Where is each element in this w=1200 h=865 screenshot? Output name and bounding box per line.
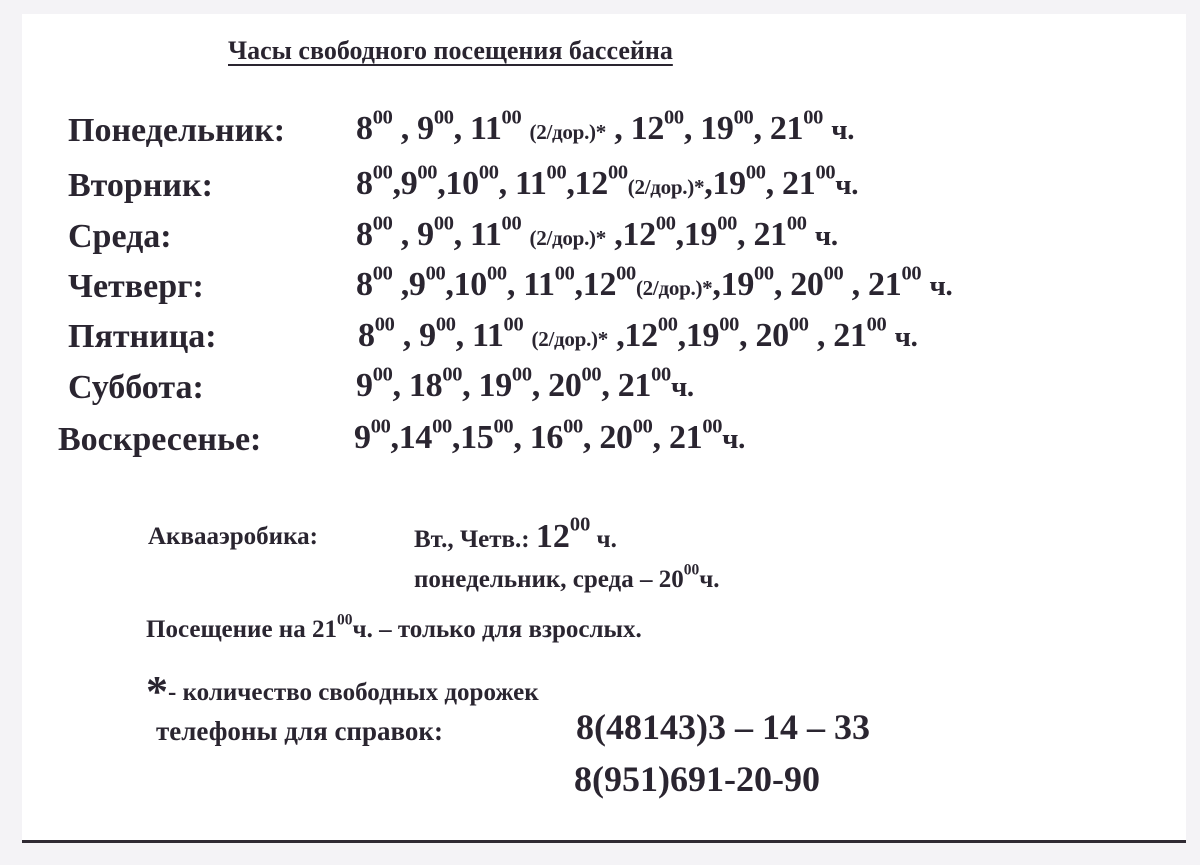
day-label-saturday: Суббота: (68, 369, 204, 406)
times-tuesday (356, 161, 859, 203)
lanes-note: (2/дор.)* (627, 175, 705, 199)
time-slot: $19^{00}$, (683, 212, 754, 253)
time-hour: 21 (782, 165, 816, 202)
time-minutes: 00 (803, 106, 824, 129)
time-hour: 11 (470, 110, 502, 147)
time-hour: 16 (529, 419, 564, 456)
time-slot: $19^{00}$, (700, 106, 770, 147)
time-slot: $11^{00}$, (523, 262, 583, 303)
time-hour: 9 (354, 419, 371, 456)
time-slot: $9^{00}$, (356, 363, 409, 404)
time-hour: 11 (523, 266, 555, 303)
time-hour: 11 (515, 165, 547, 202)
time-hour: 20 (599, 419, 633, 456)
aqua-time-minutes: 00 (569, 513, 591, 536)
time-minutes: 00 (372, 161, 393, 184)
times-sunday (354, 415, 746, 457)
time-hour: 19 (700, 110, 734, 147)
time-minutes: 00 (503, 313, 524, 336)
time-minutes: 00 (733, 106, 754, 129)
time-slot: $19^{00}$, (685, 313, 756, 354)
aqua-time-unit: ч. (596, 526, 617, 553)
time-minutes: 00 (432, 415, 452, 438)
time-hour: 20 (790, 266, 824, 303)
day-label-monday: Понедельник: (68, 112, 286, 149)
time-slot: $12^{00}(2/дор.)*$, (582, 262, 721, 303)
time-minutes: 00 (717, 212, 738, 235)
aqua-second-line-text: понедельник, среда – 20 (414, 566, 684, 593)
time-slot: $12^{00}(2/дор.)*$, (574, 161, 713, 202)
hour-unit: ч. (929, 270, 953, 302)
times-monday (356, 106, 855, 148)
time-hour: 11 (470, 216, 502, 253)
time-hour: 21 (668, 419, 703, 456)
time-hour: 21 (769, 110, 804, 147)
hour-unit: ч. (722, 423, 746, 455)
time-hour: 8 (356, 266, 373, 303)
time-minutes: 00 (433, 106, 454, 129)
time-hour: 9 (419, 317, 436, 354)
time-slot (868, 262, 953, 303)
times-friday (358, 313, 918, 355)
time-hour: 21 (833, 317, 867, 354)
time-slot: $11^{00}$ (2/дор.)* , (472, 313, 625, 354)
time-minutes: 00 (511, 363, 532, 386)
aqua-aerobics-second-line (414, 561, 720, 594)
time-hour: 9 (400, 165, 418, 202)
page-edge-line (22, 840, 1186, 843)
day-label-tuesday: Вторник: (68, 167, 213, 204)
time-slot: $12^{00}$, (624, 313, 686, 354)
hour-unit: ч. (814, 220, 838, 252)
time-minutes: 00 (664, 106, 684, 129)
hour-unit: ч. (835, 169, 859, 201)
time-slot (769, 106, 855, 147)
time-hour: 8 (358, 317, 375, 354)
time-slot: $8^{00}$ , (356, 212, 418, 253)
time-minutes: 00 (442, 363, 463, 386)
time-hour: 12 (622, 216, 656, 253)
time-hour: 19 (478, 367, 512, 404)
time-slot: $8^{00}$ , (356, 106, 418, 147)
time-minutes: 00 (823, 262, 844, 285)
time-slot (753, 212, 838, 253)
times-thursday (356, 262, 953, 304)
time-minutes: 00 (616, 262, 636, 285)
time-minutes: 00 (478, 161, 499, 184)
time-minutes: 00 (607, 161, 628, 184)
phone-number-1: 8(48143)3 – 14 – 33 (576, 707, 870, 747)
time-slot: $19^{00}$, (720, 262, 791, 303)
time-minutes: 00 (501, 212, 522, 235)
day-label-wednesday: Среда: (68, 218, 172, 255)
time-hour: 10 (445, 165, 479, 202)
time-hour: 21 (753, 216, 787, 253)
time-minutes: 00 (581, 363, 602, 386)
time-hour: 12 (574, 165, 608, 202)
time-hour: 9 (356, 367, 373, 404)
time-hour: 8 (356, 216, 373, 253)
time-minutes: 00 (433, 212, 454, 235)
time-minutes: 00 (702, 415, 723, 438)
time-slot: $9^{00}$, (354, 415, 399, 456)
time-slot: $11^{00}$, (515, 161, 575, 202)
time-minutes: 00 (417, 161, 438, 184)
time-minutes: 00 (745, 161, 766, 184)
time-slot: $11^{00}$ (2/дор.)* , (470, 212, 623, 253)
aqua-aerobics-label: Аквааэробика: (148, 523, 318, 550)
time-slot (668, 415, 746, 456)
time-minutes: 00 (372, 106, 393, 129)
time-hour: 10 (453, 266, 488, 303)
hour-unit: ч. (831, 114, 855, 146)
time-hour: 21 (868, 266, 902, 303)
time-slot (833, 313, 918, 354)
aqua-time-hour: 12 (535, 518, 570, 555)
lanes-note: (2/дор.)* (531, 327, 609, 351)
time-minutes: 00 (374, 313, 395, 336)
time-minutes: 00 (435, 313, 456, 336)
day-label-friday: Пятница: (68, 318, 217, 355)
time-slot: $19^{00}$, (712, 161, 783, 202)
time-slot: $9^{00}$, (400, 161, 446, 202)
time-slot: $10^{00}$, (453, 262, 524, 303)
adults-note-suffix: ч. – только для взрослых. (352, 616, 642, 643)
time-slot: $20^{00}$, (599, 415, 669, 456)
time-hour: 19 (683, 216, 718, 253)
hour-unit: ч. (670, 371, 694, 403)
day-label-thursday: Четверг: (68, 268, 204, 305)
time-hour: 8 (356, 165, 373, 202)
time-minutes: 00 (372, 363, 393, 386)
time-slot: $20^{00}$, (548, 363, 618, 404)
time-slot: $14^{00}$, (398, 415, 461, 456)
lanes-note: (2/дор.)* (529, 120, 607, 144)
hour-unit: ч. (894, 321, 918, 353)
time-slot: $20^{00}$ , (790, 262, 869, 303)
time-minutes: 00 (372, 262, 393, 285)
asterisk-symbol: * (146, 667, 168, 716)
time-minutes: 00 (546, 161, 567, 184)
page-title: Часы свободного посещения бассейна (228, 36, 673, 65)
time-slot: $19^{00}$, (478, 363, 549, 404)
time-slot: $15^{00}$, (460, 415, 530, 456)
lanes-legend-text: - количество свободных дорожек (168, 679, 539, 706)
adults-only-note (146, 611, 642, 644)
time-slot: $8^{00}$ , (356, 262, 409, 303)
times-wednesday (356, 212, 838, 254)
time-slot: $20^{00}$ , (755, 313, 834, 354)
time-minutes: 00 (788, 313, 809, 336)
time-minutes: 00 (866, 313, 887, 336)
time-minutes: 00 (651, 363, 671, 386)
time-hour: 12 (582, 266, 617, 303)
lanes-note: (2/дор.)* (529, 226, 607, 250)
time-hour: 20 (548, 367, 582, 404)
aqua-aerobics-days (414, 513, 617, 556)
time-minutes: 00 (901, 262, 922, 285)
aqua-second-line-unit: ч. (699, 566, 720, 593)
time-slot: $11^{00}$ (2/дор.)* , (470, 106, 631, 147)
phone-number-2: 8(951)691-20-90 (574, 759, 820, 799)
time-minutes: 00 (487, 262, 507, 285)
time-slot: $9^{00}$, (417, 212, 471, 253)
time-minutes: 00 (815, 161, 836, 184)
time-hour: 11 (472, 317, 504, 354)
time-minutes: 00 (425, 262, 446, 285)
time-minutes: 00 (493, 415, 514, 438)
phones-label: телефоны для справок: (156, 716, 443, 746)
time-hour: 14 (398, 419, 433, 456)
times-saturday (356, 363, 694, 405)
time-slot (617, 363, 694, 404)
time-slot: $9^{00}$, (417, 106, 471, 147)
time-hour: 8 (356, 110, 373, 147)
time-slot: $16^{00}$, (529, 415, 600, 456)
time-hour: 9 (408, 266, 426, 303)
time-hour: 19 (712, 165, 746, 202)
adults-note-prefix: Посещение на 21 (146, 616, 337, 643)
lanes-note: (2/дор.)* (635, 276, 713, 300)
time-slot: $18^{00}$, (408, 363, 479, 404)
time-hour: 12 (624, 317, 658, 354)
time-slot: $12^{00}$, (630, 106, 701, 147)
time-minutes: 00 (632, 415, 653, 438)
time-hour: 15 (460, 419, 494, 456)
time-hour: 21 (617, 367, 652, 404)
time-minutes: 00 (563, 415, 583, 438)
aqua-time (535, 513, 591, 555)
adults-note-minutes: 00 (336, 611, 353, 629)
time-minutes: 00 (501, 106, 522, 129)
time-hour: 9 (417, 216, 434, 253)
time-slot: $8^{00}$ , (358, 313, 420, 354)
time-minutes: 00 (554, 262, 575, 285)
time-minutes: 00 (370, 415, 391, 438)
time-slot: $12^{00}$, (622, 212, 684, 253)
time-slot: $9^{00}$, (408, 262, 454, 303)
time-hour: 9 (417, 110, 434, 147)
time-minutes: 00 (657, 313, 678, 336)
time-slot: $9^{00}$, (419, 313, 473, 354)
time-hour: 20 (755, 317, 789, 354)
lanes-legend (146, 660, 539, 716)
time-minutes: 00 (372, 212, 393, 235)
time-slot: $10^{00}$, (445, 161, 516, 202)
aqua-days-label: Вт., Четв.: (414, 526, 530, 553)
time-hour: 19 (720, 266, 755, 303)
time-slot (782, 161, 859, 202)
time-minutes: 00 (719, 313, 740, 336)
time-hour: 12 (630, 110, 665, 147)
time-hour: 19 (685, 317, 720, 354)
time-minutes: 00 (754, 262, 774, 285)
time-hour: 18 (408, 367, 443, 404)
time-minutes: 00 (786, 212, 807, 235)
time-slot: $8^{00}$, (356, 161, 401, 202)
aqua-second-line-minutes: 00 (683, 561, 700, 579)
time-minutes: 00 (655, 212, 676, 235)
day-label-sunday: Воскресенье: (58, 421, 262, 458)
